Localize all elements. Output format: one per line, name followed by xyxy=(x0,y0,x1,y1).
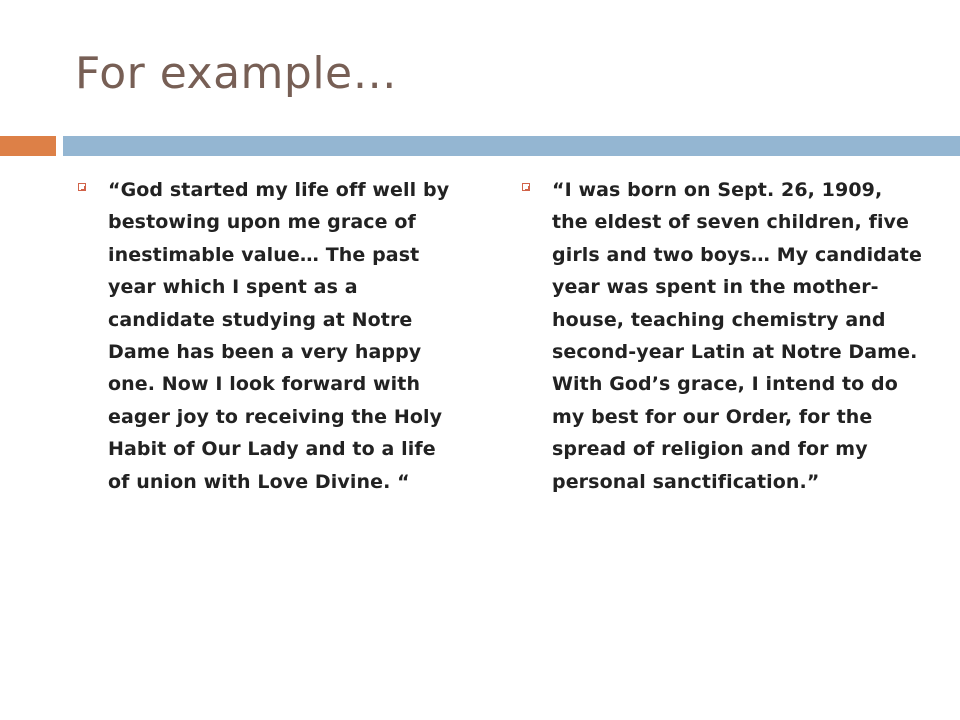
quote-bullet xyxy=(522,174,922,498)
hollow-square-bullet-icon xyxy=(522,183,530,191)
quote-text: “I was born on Sept. 26, 1909, the eldest of seven children, five girls and two boys… My candidate year was spent in the mother-house, teaching chemistry and second-year Latin at Notre Dame. With God’s grace, I intend to do my best for our Order, for the spread of religion and for my personal sanctification.” xyxy=(552,179,922,493)
quote-text: “God started my life off well by bestowing upon me grace of inestimable value… The past year which I spent as a candidate studying at Notre Dame has been a very happy one. Now I look forward with eager joy to receiving the Holy Habit of Our Lady and to a life of union with Love Divine. “ xyxy=(108,179,450,493)
slide-title: For example… xyxy=(75,48,398,99)
accent-bar-right xyxy=(63,136,960,156)
accent-bar-left xyxy=(0,136,56,156)
left-column xyxy=(78,174,458,498)
hollow-square-bullet-icon xyxy=(78,183,86,191)
right-column xyxy=(522,174,922,498)
quote-bullet xyxy=(78,174,458,498)
